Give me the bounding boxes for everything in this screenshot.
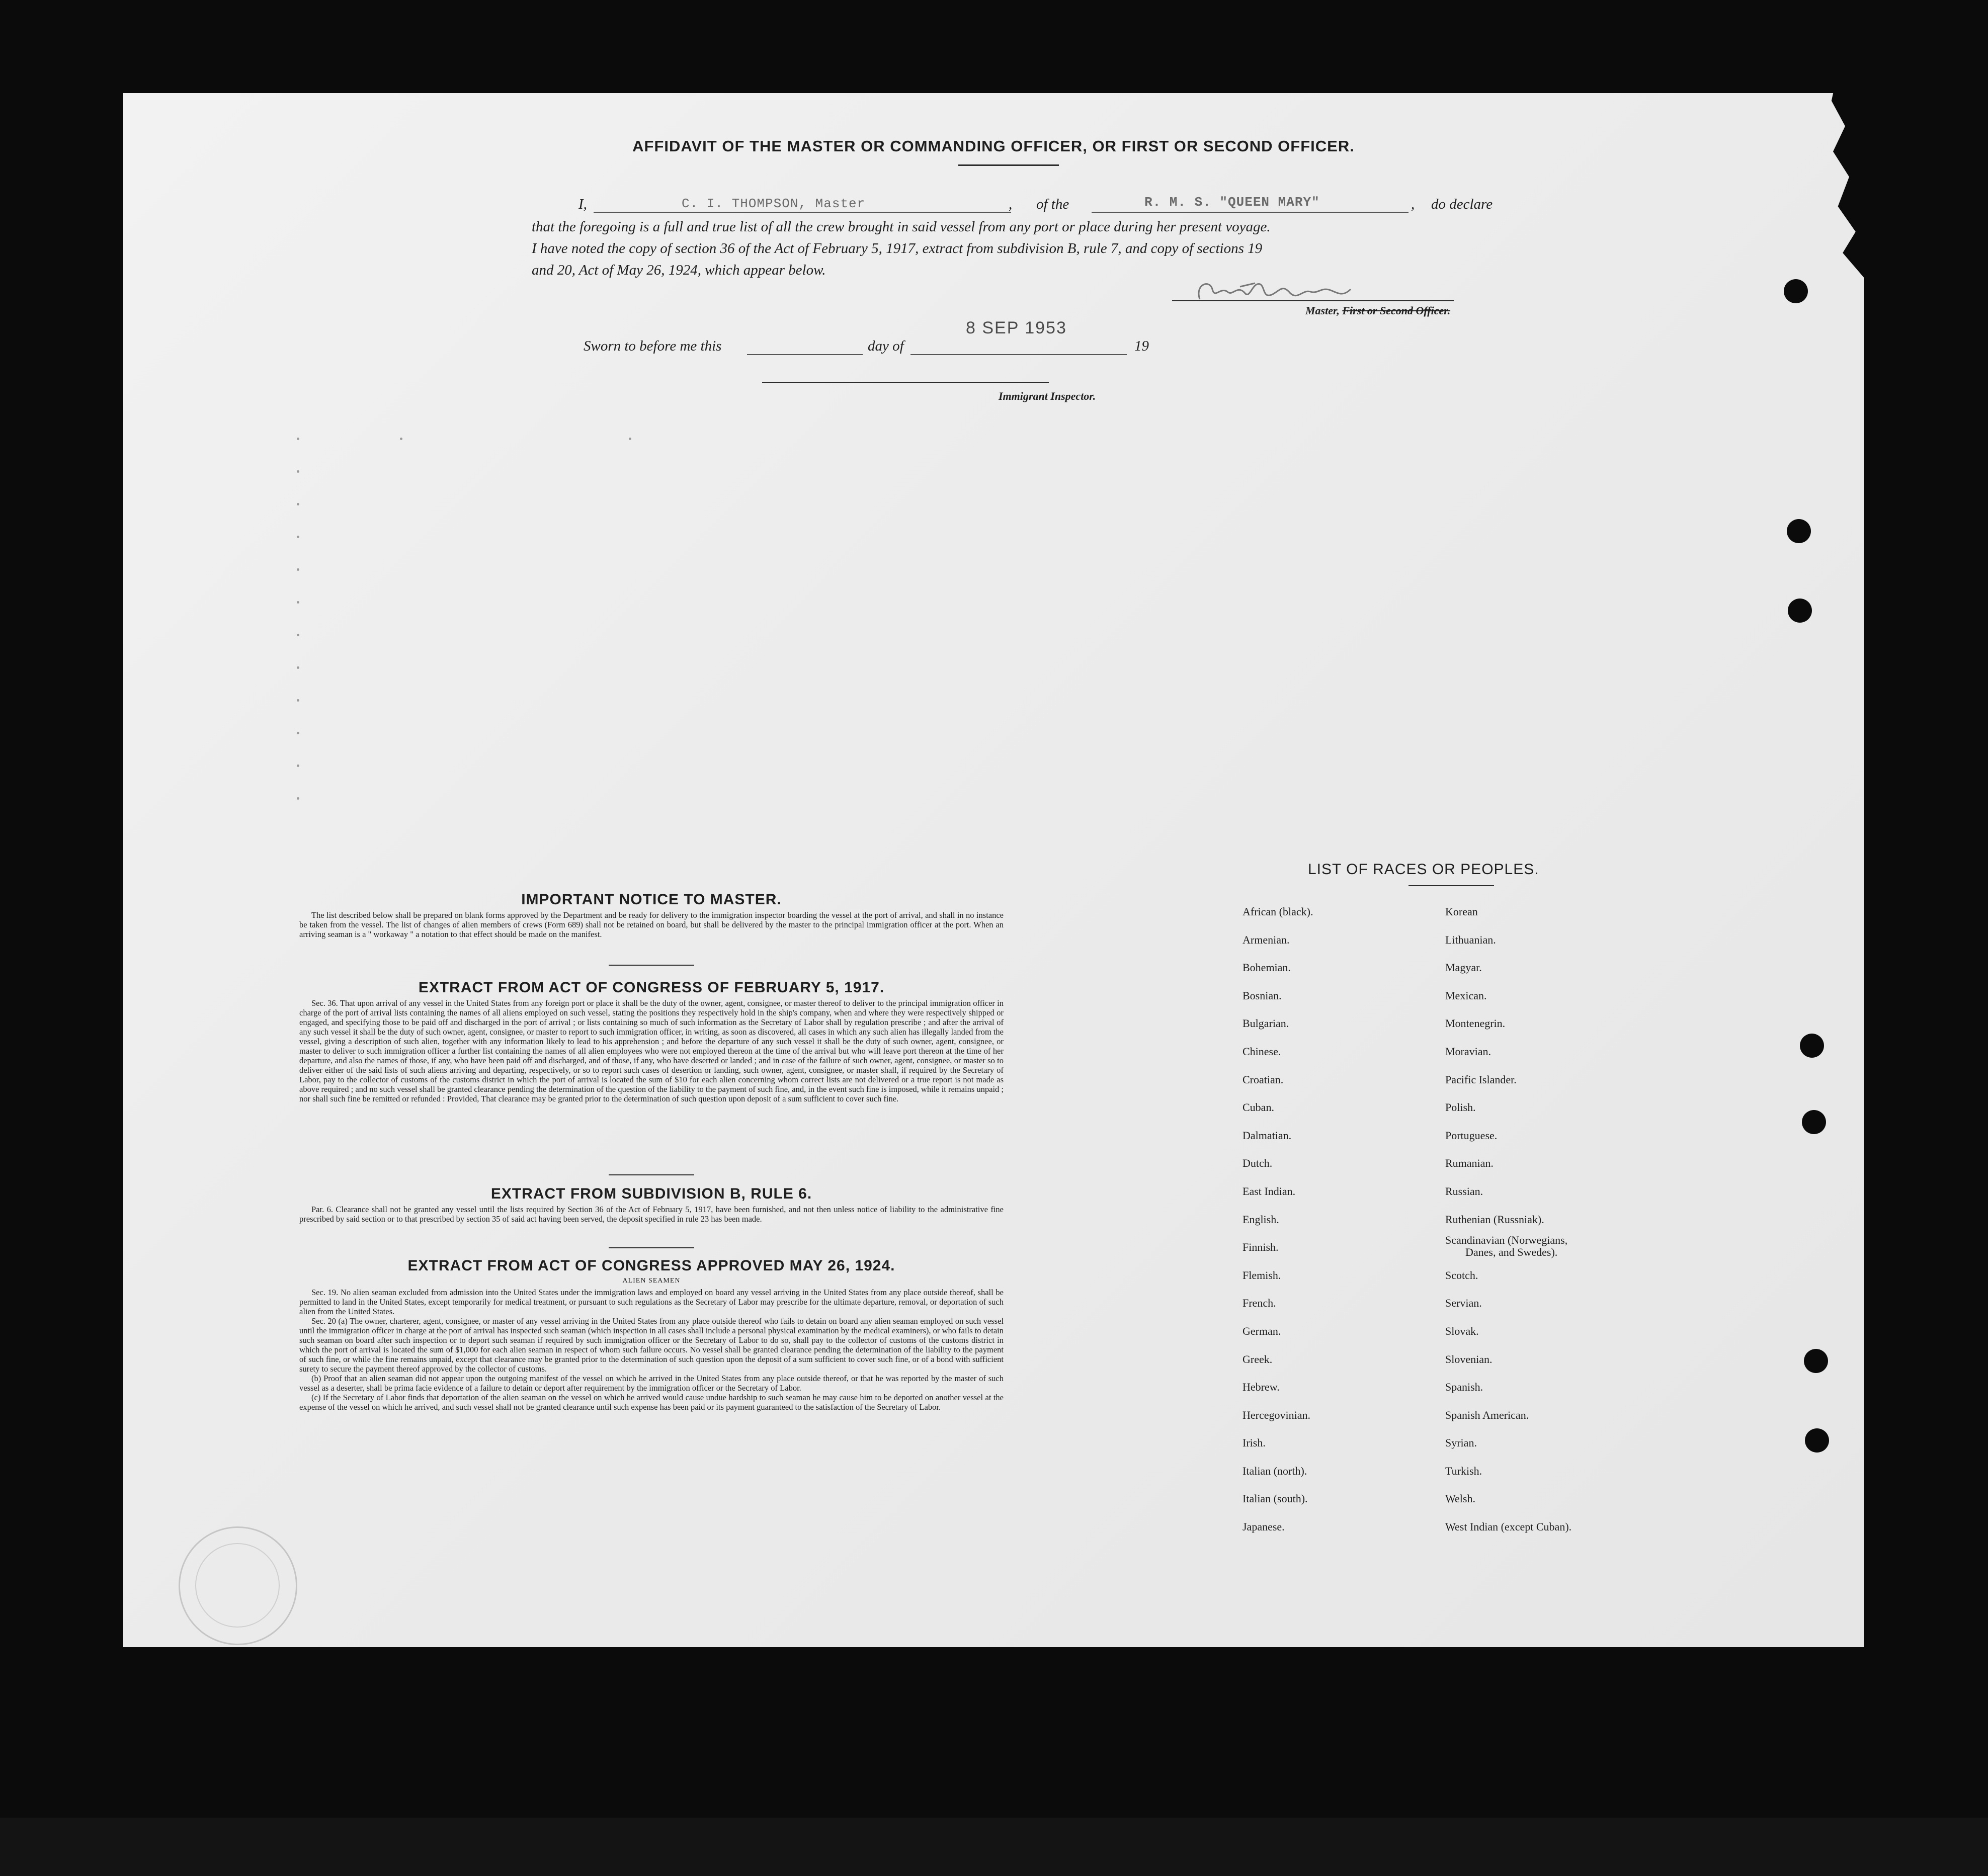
extract-rule6-rule [609, 1247, 694, 1248]
punch-hole [1787, 519, 1811, 543]
notice-body: The list described below shall be prepared on blank forms approved by the Department and be ready for delivery to the immigration inspector boarding the vessel at the port of arrival, and shall in no instance be taken from the vessel. The list of changes of alien members of crews (Form 689) shall not be retained on board, but shall be delivered by the master to the principal immigration officer at the port. When an arriving seaman is a " workaway " a notation to that effect should be made on the manifest. [299, 910, 1004, 939]
year-label: 19 [1134, 338, 1149, 354]
race-item: Flemish. [1242, 1268, 1281, 1282]
race-item: Magyar. [1445, 961, 1482, 974]
notice-rule [609, 965, 694, 966]
scanner-bottom-band [0, 1818, 1988, 1876]
race-item: Korean [1445, 905, 1478, 918]
extract-1924-title: EXTRACT FROM ACT OF CONGRESS APPROVED MAY 26, 1924. [407, 1257, 895, 1274]
bleed-dot [297, 568, 299, 571]
bleed-dot [297, 470, 299, 473]
race-item: German. [1242, 1324, 1281, 1337]
race-item: Hebrew. [1242, 1381, 1280, 1394]
inspector-caption: Immigrant Inspector. [999, 390, 1096, 402]
races-rule [1409, 885, 1494, 886]
race-item: African (black). [1242, 905, 1313, 918]
signature-caption-struck: First or Second Officer. [1342, 304, 1451, 317]
race-item: Welsh. [1445, 1492, 1475, 1505]
race-item: Ruthenian (Russniak). [1445, 1213, 1544, 1226]
race-item: Hercegovinian. [1242, 1408, 1310, 1421]
race-item: English. [1242, 1213, 1279, 1226]
do-declare-label: do declare [1431, 196, 1493, 212]
bleed-dot [297, 536, 299, 538]
punch-hole [1788, 599, 1812, 623]
race-item: Portuguese. [1445, 1129, 1498, 1142]
signature-caption [1305, 304, 1450, 317]
affidavit-i-label: I, [578, 196, 587, 212]
race-item: Polish. [1445, 1101, 1476, 1114]
alien-seamen-subhead: ALIEN SEAMEN [622, 1277, 681, 1285]
vessel-name-typed: R. M. S. "QUEEN MARY" [1144, 195, 1320, 210]
race-item: Montenegrin. [1445, 1017, 1506, 1030]
race-item: Turkish. [1445, 1464, 1482, 1477]
race-item: Chinese. [1242, 1045, 1281, 1058]
sworn-day-line [747, 336, 863, 355]
extract-1924-body [299, 1288, 1004, 1412]
race-item: Slovak. [1445, 1324, 1479, 1337]
race-item: Bulgarian. [1242, 1017, 1289, 1030]
race-item: Rumanian. [1445, 1157, 1494, 1170]
sworn-month-line [910, 336, 1127, 355]
race-item: Finnish. [1242, 1241, 1279, 1254]
race-item: West Indian (except Cuban). [1445, 1520, 1572, 1533]
title-rule [958, 164, 1059, 166]
section-20c: (c) If the Secretary of Labor finds that deportation of the alien seaman on the vessel on which he arrived would cause undue hardship to such seaman he may cause him to be deported on another vessel at the expense of the vessel on which he arrived, and such vessel shall not be granted clearance until such expense has been paid or its payment guaranteed to the satisfaction of the Secretary of Labor. [299, 1393, 1004, 1412]
race-item: Greek. [1242, 1352, 1273, 1366]
bleed-dot [297, 797, 299, 800]
master-name-typed: C. I. THOMPSON, Master [682, 196, 866, 211]
race-item: Croatian. [1242, 1073, 1284, 1086]
bleed-dot [297, 601, 299, 604]
race-item: Scandinavian (Norwegians, [1445, 1234, 1568, 1247]
race-item: Moravian. [1445, 1045, 1492, 1058]
bleed-dot [297, 764, 299, 767]
section-19: Sec. 19. No alien seaman excluded from admission into the United States under the immigration laws and employed on board any vessel arriving in the United States from any place outside thereof, shall be permitted to land in the United States, except temporarily for medical treatment, or pursuant to such regulations as the Secretary of Labor may prescribe for the ultimate departure, removal, or deportation of such alien from the United States. [299, 1288, 1004, 1316]
punch-hole [1784, 279, 1808, 303]
document-page [123, 93, 1864, 1647]
race-item: Armenian. [1242, 933, 1290, 946]
signature-caption-master: Master, [1305, 304, 1340, 317]
punch-hole [1805, 1428, 1829, 1453]
race-item: East Indian. [1242, 1184, 1296, 1198]
extract-rule6-title: EXTRACT FROM SUBDIVISION B, RULE 6. [490, 1185, 812, 1202]
extract-1917-title: EXTRACT FROM ACT OF CONGRESS OF FEBRUARY 5, 1917. [418, 979, 885, 996]
punch-hole [1802, 1110, 1826, 1134]
race-item: Dutch. [1242, 1157, 1273, 1170]
bleed-dot [297, 503, 299, 505]
signature-line [1172, 300, 1454, 301]
bleed-dot [629, 438, 631, 440]
race-item: Bosnian. [1242, 989, 1282, 1002]
section-20b: (b) Proof that an alien seaman did not appear upon the outgoing manifest of the vessel on which he arrived in the United States from any place outside thereof, or that he was reported by the master of such vessel as a deserter, shall be prima facie evidence of a failure to detain or deport after requirement by the immigration officer or the Secretary of Labor. [299, 1374, 1004, 1393]
bleed-dot [400, 438, 402, 440]
punch-hole [1800, 1034, 1824, 1058]
race-item-continued: Danes, and Swedes). [1465, 1246, 1558, 1259]
day-of-label: day of [868, 338, 904, 354]
race-item: Japanese. [1242, 1520, 1285, 1533]
punch-hole [1804, 1349, 1828, 1373]
race-item: Irish. [1242, 1436, 1266, 1449]
stamped-date: 8 SEP 1953 [966, 318, 1067, 337]
race-item: Scotch. [1445, 1268, 1478, 1282]
affidavit-line-3: I have noted the copy of section 36 of the Act of February 5, 1917, extract from subdivision B, rule 7, and copy of sections 19 [532, 240, 1263, 257]
bleed-dot [297, 438, 299, 440]
race-item: Bohemian. [1242, 961, 1291, 974]
inspector-line [762, 382, 1049, 383]
bleed-dot [297, 732, 299, 734]
bleed-dot [297, 699, 299, 702]
races-title: LIST OF RACES OR PEOPLES. [1308, 861, 1539, 878]
race-item: French. [1242, 1297, 1276, 1310]
sworn-label: Sworn to before me this [584, 338, 722, 354]
extract-1917-rule [609, 1174, 694, 1175]
race-item: Russian. [1445, 1184, 1483, 1198]
notice-title: IMPORTANT NOTICE TO MASTER. [521, 891, 782, 908]
race-item: Spanish. [1445, 1381, 1483, 1394]
affidavit-comma: , [1009, 196, 1013, 212]
race-item: Lithuanian. [1445, 933, 1496, 946]
affidavit-title: AFFIDAVIT OF THE MASTER OR COMMANDING OFFICER, OR FIRST OR SECOND OFFICER. [632, 137, 1355, 155]
section-20a: Sec. 20 (a) The owner, charterer, agent, consignee, or master of any vessel arriving in the United States from any place outside thereof who fails to detain on board any alien seaman employed on such vessel until the immigration officer in charge at the port of arrival has inspected such seaman (which inspection in all cases shall include a personal physical examination by the medical examiners), or who fails to detain such seaman on board after such inspection or to deport such seaman if required by such immigration officer or the Secretary of Labor to do so, shall pay to the collector of customs of the customs district in which the port of arrival is located the sum of $1,000 for each alien seaman in respect of whom such failure occurs. No vessel shall be granted clearance pending the determination of the liability to the payment of such fine, or while the fine remains unpaid, except that clearance may be granted prior to the determination of such question upon the deposit of a sum sufficient to cover such fine, or of a bond with sufficient surety to secure the payment thereof approved by the collector of customs. [299, 1316, 1004, 1374]
race-item: Italian (south). [1242, 1492, 1308, 1505]
race-item: Italian (north). [1242, 1464, 1307, 1477]
race-item: Mexican. [1445, 989, 1487, 1002]
race-item: Syrian. [1445, 1436, 1477, 1449]
extract-1917-body: Sec. 36. That upon arrival of any vessel in the United States from any foreign port or place it shall be the duty of the owner, agent, consignee, or master thereof to deliver to the principal immigration officer in charge of the port of arrival lists containing the names of all aliens employed on such vessel, stating the positions they respectively hold in the ship's company, when and where they were respectively shipped or engaged, and specifying those to be paid off and discharged in the port of arrival ; or lists containing so much of such information as the Secretary of Labor shall by regulation prescribe ; and after the arrival of any such vessel it shall be the duty of such owner, agent, consignee, or master to report to such immigration officer, in writing, as soon as discovered, all cases in which any such alien has illegally landed from the vessel, giving a description of such alien, together with any information likely to lead to his apprehension ; and before the departure of any such vessel it shall be the duty of such owner, agent, consignee, or master to deliver to such immigration officer a further list containing the names of all alien employees who were not employed thereon at the time of the arrival but who will leave port thereon at the time of her departure, and also the names of those, if any, who have been paid off and discharged, and of those, if any, who have deserted or landed ; and in case of the failure of such owner, agent, consignee, or master so to deliver either of the said lists of such aliens arriving and departing, respectively, or so to report such cases of desertion or landing, such owner, agent, consignee, or master shall, if required by the Secretary of Labor, pay to the collector of customs of the customs district in which the port of arrival is located the sum of $10 for each alien concerning whom correct lists are not delivered or a true report is not made as above required ; and no such vessel shall be granted clearance pending the determination of the question of the liability to the payment of such fine, and, in the event such fine is imposed, while it remains unpaid ; nor shall such fine be remitted or refunded : Provided, That clearance may be granted prior to the determination of such question upon deposit of a sum sufficient to cover such fine. [299, 998, 1004, 1103]
races-right-column [1445, 898, 1571, 1541]
extract-rule6-body: Par. 6. Clearance shall not be granted any vessel until the lists required by Section 36 of the Act of February 5, 1917, have been furnished, and not then unless notice of liability to the administrative fine prescribed by said section or to that prescribed by section 35 of said act having been served, the deposit specified in rule 23 has been made. [299, 1205, 1004, 1224]
races-left-column [1242, 898, 1313, 1541]
embossed-seal-icon [179, 1526, 297, 1645]
bleed-dot [297, 666, 299, 669]
race-item: Servian. [1445, 1297, 1482, 1310]
race-item: Dalmatian. [1242, 1129, 1292, 1142]
affidavit-line-4: and 20, Act of May 26, 1924, which appear below. [532, 262, 826, 278]
race-item: Cuban. [1242, 1101, 1274, 1114]
race-item: Spanish American. [1445, 1408, 1529, 1421]
race-item: Pacific Islander. [1445, 1073, 1517, 1086]
affidavit-comma-2: , [1411, 196, 1415, 212]
race-item: Slovenian. [1445, 1352, 1493, 1366]
of-the-label: of the [1036, 196, 1069, 212]
race-item-two-line [1445, 1233, 1571, 1261]
affidavit-line-2: that the foregoing is a full and true list of all the crew brought in said vessel from any port or place during her present voyage. [532, 219, 1271, 235]
bleed-dot [297, 634, 299, 636]
